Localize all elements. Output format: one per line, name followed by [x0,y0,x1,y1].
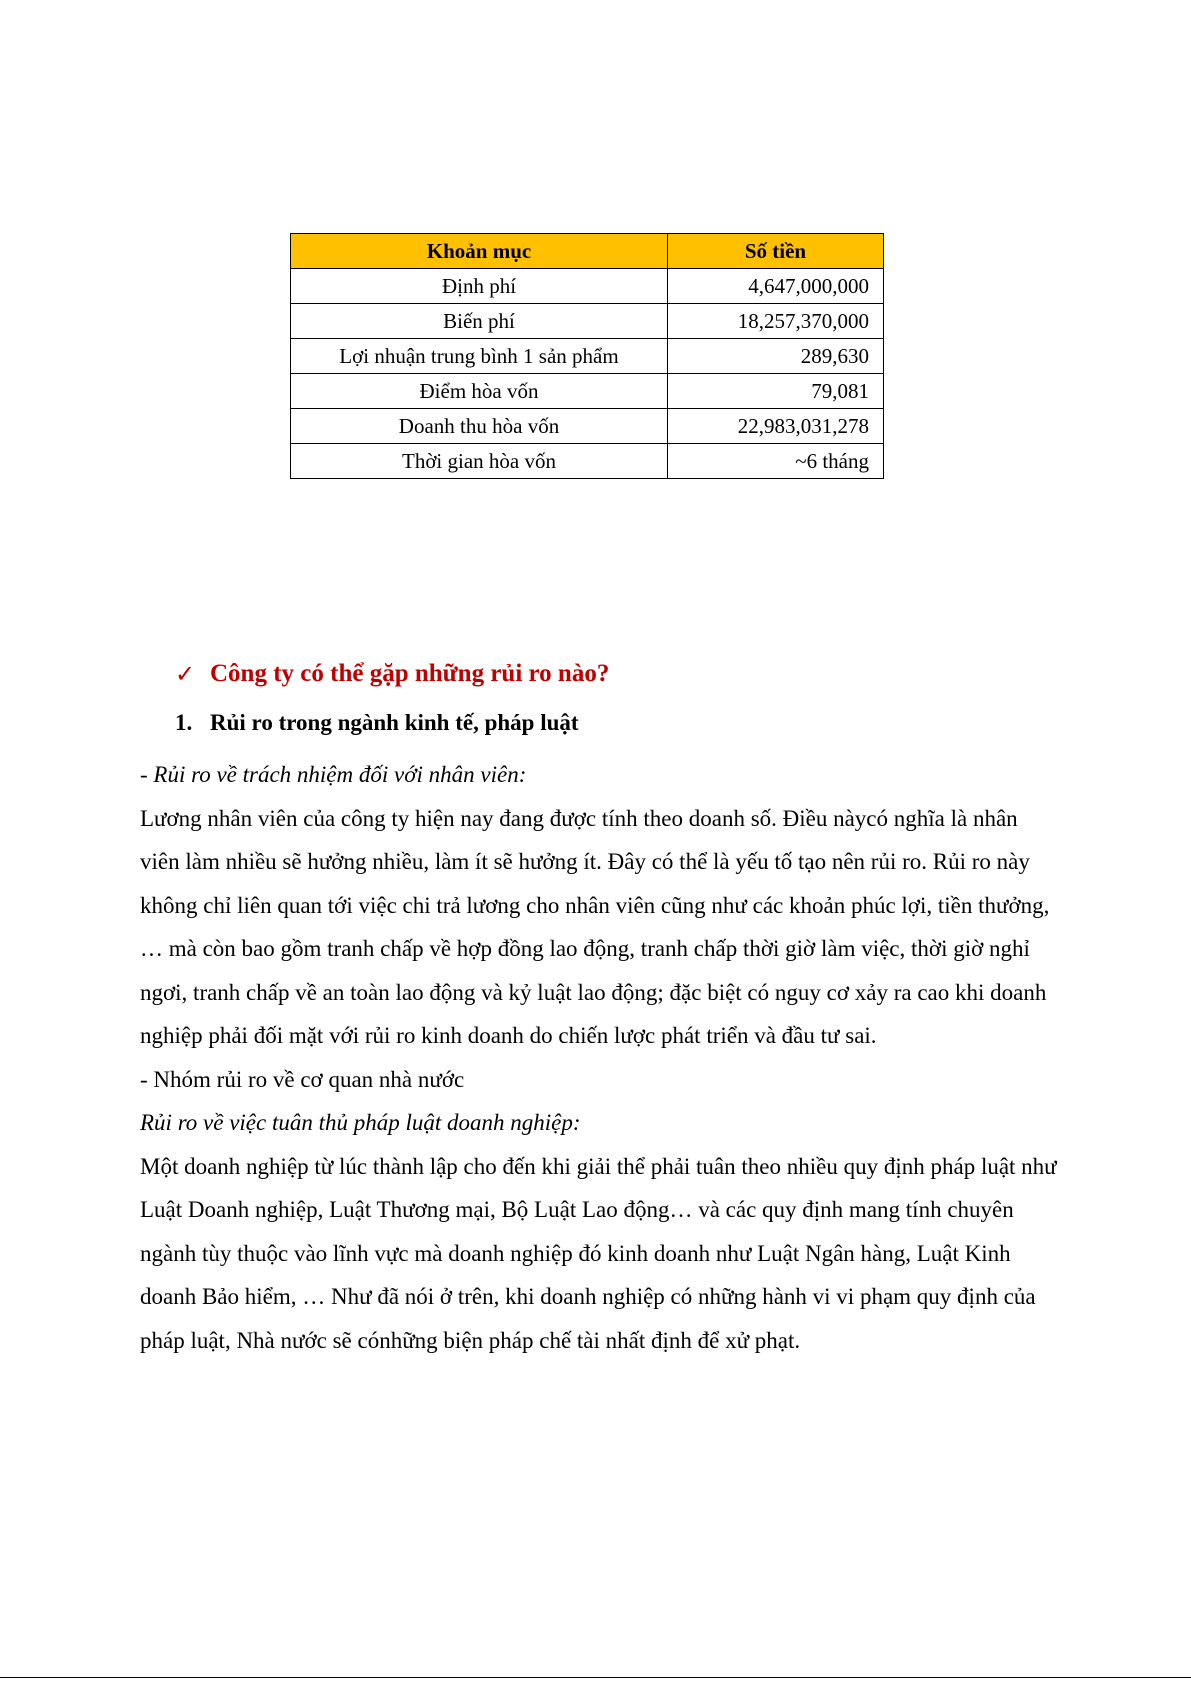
table-row [291,269,884,304]
column-header-item: Khoản mục [291,234,668,269]
checkmark-icon: ✓ [175,660,196,688]
row-value: 18,257,370,000 [668,304,884,339]
subheading-title: Rủi ro trong ngành kinh tế, pháp luật [210,710,579,735]
paragraph-employee-risk-heading: - Rủi ro về trách nhiệm đối với nhân viên: [140,762,527,787]
paragraph-compliance: Một doanh nghiệp từ lúc thành lập cho đến khi giải thể phải tuân theo nhiều quy định pháp luật như Luật Doanh nghiệp, Luật Thương mại, Bộ Luật Lao động… và các quy định mang tính chuyên ngành tùy thuộc vào lĩnh vực mà doanh nghiệp đó kinh doanh như Luật Ngân hàng, Luật Kinh doanh Bảo hiểm, … Như đã nói ở trên, khi doanh nghiệp có những hành vi vi phạm quy định của pháp luật, Nhà nước sẽ cónhững biện pháp chế tài nhất định để xử phạt. [140,1153,1057,1353]
row-label: Biến phí [291,304,668,339]
row-value: 289,630 [668,339,884,374]
table-row [291,304,884,339]
table-row [291,409,884,444]
row-label: Thời gian hòa vốn [291,444,668,479]
row-value: ~6 tháng [668,444,884,479]
table-row [291,444,884,479]
breakeven-table [290,233,884,479]
paragraph-compliance-heading: Rủi ro về việc tuân thủ pháp luật doanh nghiệp: [140,1110,581,1135]
footer-divider [0,1677,1191,1678]
column-header-amount: Số tiền [668,234,884,269]
row-label: Lợi nhuận trung bình 1 sản phẩm [291,339,668,374]
paragraph-employee-risk: Lương nhân viên của công ty hiện nay đang được tính theo doanh số. Điều nàycó nghĩa là nhân viên làm nhiều sẽ hưởng nhiều, làm ít sẽ hưởng ít. Đây có thể là yếu tố tạo nên rủi ro. Rủi ro này không chỉ liên quan tới việc chi trả lương cho nhân viên cũng như các khoản phúc lợi, tiền thưởng, … mà còn bao gồm tranh chấp về hợp đồng lao động, tranh chấp thời giờ làm việc, thời giờ nghỉ ngơi, tranh chấp về an toàn lao động và kỷ luật lao động; đặc biệt có nguy cơ xảy ra cao khi doanh nghiệp phải đối mặt với rủi ro kinh doanh do chiến lược phát triển và đầu tư sai. [140,805,1050,1048]
subheading-number: 1. [175,710,193,735]
subheading [175,710,579,736]
row-label: Điểm hòa vốn [291,374,668,409]
row-label: Doanh thu hòa vốn [291,409,668,444]
row-label: Định phí [291,269,668,304]
paragraph-state-risk-heading: - Nhóm rủi ro về cơ quan nhà nước [140,1066,465,1092]
table-row [291,339,884,374]
table-header-row [291,234,884,269]
section-heading [175,660,609,688]
body-text [140,753,1060,1362]
row-value: 4,647,000,000 [668,269,884,304]
row-value: 22,983,031,278 [668,409,884,444]
section-title: Công ty có thể gặp những rủi ro nào? [210,660,610,687]
row-value: 79,081 [668,374,884,409]
table-row [291,374,884,409]
